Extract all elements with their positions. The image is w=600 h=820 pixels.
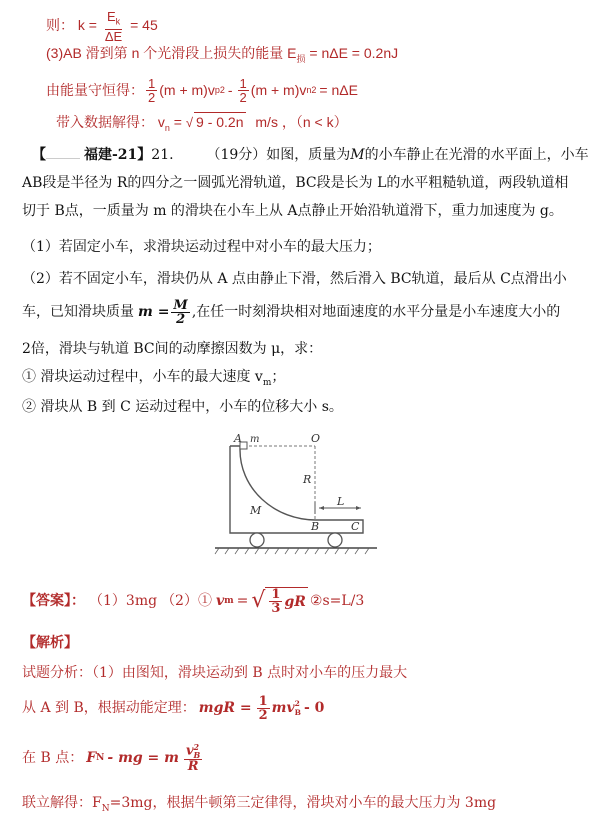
analysis-line-4	[22, 794, 496, 818]
text: (3)AB 滑到第 n 个光滑段上损失的能量 E	[46, 45, 297, 61]
question-2-cont	[22, 296, 560, 328]
text: k	[115, 16, 121, 27]
text: 的小车静止在光滑的水平面上，小车	[364, 147, 589, 163]
text: （2）①	[161, 593, 212, 609]
text: v	[185, 743, 194, 759]
label-m: m	[250, 434, 260, 445]
text: 2	[176, 311, 186, 327]
text: 从 A 到 B，根据动能定理：	[22, 700, 196, 716]
cart-outline	[230, 446, 363, 533]
question-1: （1）若固定小车，求滑块运动过程中对小车的最大压力；	[22, 239, 381, 255]
label-B: B	[311, 520, 320, 533]
text: 2	[294, 699, 300, 708]
text: v	[157, 114, 165, 130]
text: N	[101, 803, 110, 814]
text: 2	[239, 89, 247, 105]
text: B	[294, 708, 301, 717]
text: （1）3mg	[89, 593, 158, 609]
text: n	[306, 85, 312, 95]
text: n	[164, 122, 170, 133]
text: 2	[148, 89, 156, 105]
question-2-cont2: 2倍，滑块与轨道 BC间的动摩擦因数为 μ，求：	[22, 341, 323, 357]
wheel	[250, 533, 264, 547]
text: 带入数据解得：	[56, 114, 154, 130]
fraction	[269, 588, 282, 615]
text: 1	[239, 75, 247, 91]
text: M	[173, 297, 188, 313]
text: mv	[271, 700, 295, 716]
text: ②s=L/3	[309, 593, 365, 609]
text: 【	[32, 147, 46, 163]
text: F	[86, 750, 97, 766]
text: ,在任一时刻滑块相对地面速度的水平分量是小车速度大小的	[191, 304, 561, 320]
analysis-label: 【解析】	[22, 635, 78, 651]
text: 2	[193, 742, 200, 752]
text: m/s ，（n < k）	[255, 114, 348, 130]
text: R	[187, 759, 199, 774]
text: =3mg，根据牛顿第三定律得，滑块对小车的最大压力为 3mg	[109, 795, 497, 811]
analysis-line-2	[22, 690, 324, 726]
text: ① 滑块运动过程中，小车的最大速度 v	[22, 369, 263, 385]
text: 损	[296, 53, 306, 64]
text: m	[224, 596, 234, 606]
text: v	[215, 593, 225, 609]
problem-figure	[205, 428, 385, 558]
text: 21.	[151, 147, 174, 163]
text: E	[106, 9, 116, 24]
text: 1	[271, 587, 281, 602]
text: (m + m)v	[250, 82, 307, 98]
sub-question-2: ② 滑块从 B 到 C 运动过程中，小车的位移大小 s。	[22, 399, 343, 415]
text: 1	[258, 693, 268, 709]
text: 2	[219, 85, 225, 95]
label-C: C	[351, 520, 360, 533]
fraction	[146, 77, 157, 104]
text: B	[193, 750, 201, 760]
text: = nΔE = 0.2nJ	[309, 45, 399, 61]
analysis-line-3	[22, 738, 204, 778]
sub-question-1	[22, 368, 285, 392]
text: 9 - 0.2n	[196, 114, 244, 130]
wheel	[328, 533, 342, 547]
text: p	[214, 85, 220, 95]
text: 联立解得：F	[22, 795, 102, 811]
text: =	[173, 114, 182, 130]
text: 2	[258, 707, 268, 723]
top-line-3	[46, 72, 358, 108]
text: 车，已知滑块质量	[22, 304, 134, 320]
text: m =	[138, 304, 170, 320]
text: 2	[311, 85, 317, 95]
text: k =	[77, 17, 97, 33]
text: (m + m)v	[159, 82, 215, 98]
text: M	[350, 147, 365, 163]
text: ；	[271, 369, 286, 385]
text: （19分）如图，质量为	[206, 147, 351, 163]
text: = 45	[130, 17, 158, 33]
fraction	[257, 695, 270, 722]
text: mgR =	[198, 700, 252, 716]
top-line-2	[46, 44, 398, 68]
text: 1	[148, 75, 156, 91]
text: 3	[271, 601, 281, 616]
question-2: （2）若不固定小车，滑块仍从 A 点由静止下滑，然后滑入 BC轨道，最后从 C点滑出小	[22, 271, 567, 287]
text: -	[227, 82, 233, 98]
answer-label: 【答案】：	[22, 593, 85, 609]
label-M: M	[250, 504, 262, 517]
text: N	[96, 753, 105, 763]
text: - mg = m	[107, 750, 179, 766]
text: = nΔE	[319, 82, 358, 98]
fraction	[238, 77, 249, 104]
text: m	[262, 377, 272, 388]
top-line-1	[46, 10, 158, 43]
problem-line-3: 切于 B点，一质量为 m 的滑块在小车上从 A点静止开始沿轨道滑下，重力加速度为 g。	[22, 203, 563, 219]
label-A: A	[234, 432, 242, 445]
fraction	[103, 10, 124, 43]
label-R: R	[303, 473, 312, 486]
fraction	[171, 299, 189, 326]
problem-line-2: AB段是半径为 R的四分之一圆弧光滑轨道，BC段是长为 L的水平粗糙轨道，两段轨道相	[22, 175, 569, 191]
text: 由能量守恒得：	[46, 82, 144, 98]
fraction	[184, 743, 202, 773]
label-L: L	[337, 495, 345, 508]
analysis-line-1: 试题分析：（1）由图知，滑块运动到 B 点时对小车的压力最大	[22, 665, 408, 681]
answer-line: 【答案】： （1）3mg （2）① v m = √ $\frac{1}{3}$ gR ②s=L/3	[22, 587, 365, 616]
text: ΔE	[104, 28, 123, 44]
text: - 0	[303, 700, 325, 716]
label-O: O	[311, 432, 321, 445]
text: 在 B 点：	[22, 750, 84, 766]
text: =	[236, 593, 249, 609]
text: 福建-21】	[84, 147, 152, 163]
problem-header	[32, 146, 589, 164]
text: 则：	[46, 17, 74, 33]
top-line-4: 带入数据解得： $v_n$ = √ 9 - 0.2n m/s ，（n < k）	[56, 114, 348, 133]
text: gR	[284, 593, 306, 610]
